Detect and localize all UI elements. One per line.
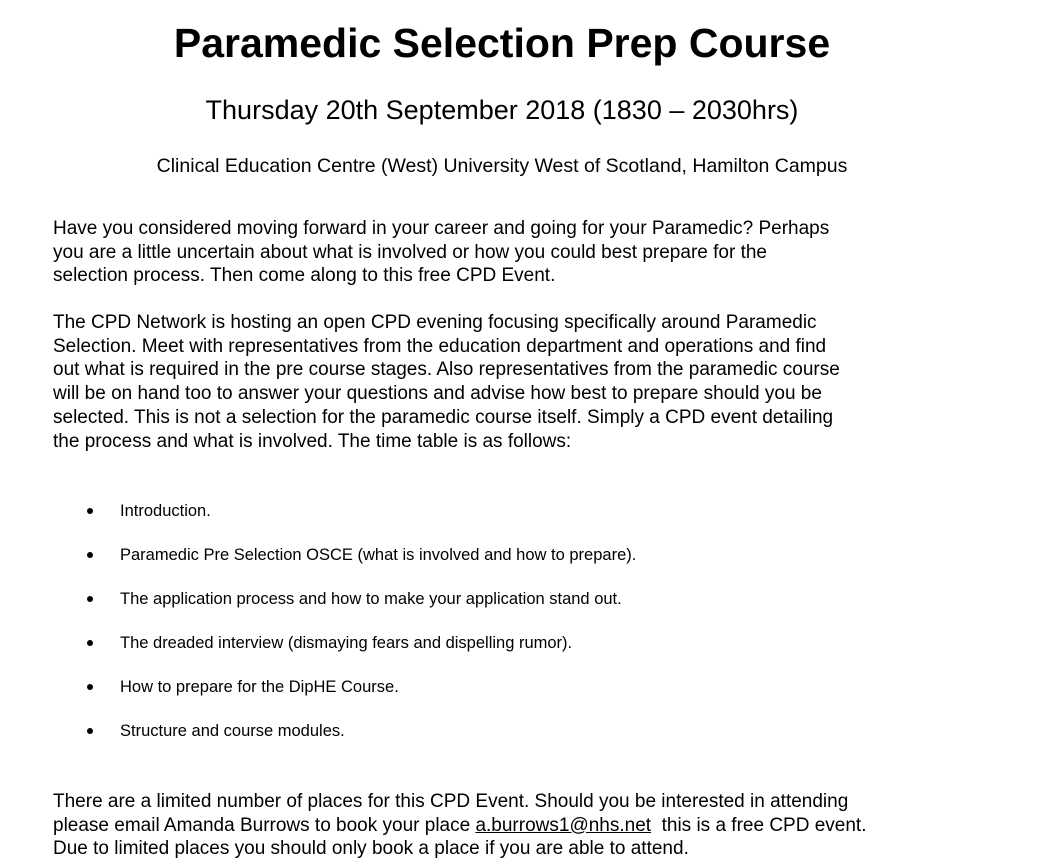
timetable-item-text: Structure and course modules. xyxy=(120,722,345,740)
timetable-item-text: How to prepare for the DipHE Course. xyxy=(120,678,399,696)
closing-paragraph xyxy=(53,790,973,861)
bullet-icon xyxy=(87,596,93,602)
bullet-icon xyxy=(87,552,93,558)
event-date-time: Thursday 20th September 2018 (1830 – 2030hrs) xyxy=(205,95,799,125)
intro-paragraph xyxy=(53,217,973,288)
bullet-icon xyxy=(87,640,93,646)
timetable-item xyxy=(0,543,1050,587)
network-line: will be on hand too to answer your questions and advise how best to prepare should you be xyxy=(53,383,822,405)
timetable-item xyxy=(0,587,1050,631)
network-line: Selection. Meet with representatives from the education department and operations and find xyxy=(53,335,827,357)
timetable-item xyxy=(0,675,1050,719)
closing-line xyxy=(53,814,973,838)
network-line: out what is required in the pre course stages. Also representatives from the paramedic course xyxy=(53,359,840,381)
closing-line: Due to limited places you should only book a place if you are able to attend. xyxy=(53,838,689,860)
page-title: Paramedic Selection Prep Course xyxy=(173,20,831,66)
timetable-item xyxy=(0,631,1050,675)
bullet-icon xyxy=(87,508,93,514)
intro-line: you are a little uncertain about what is involved or how you could best prepare for the xyxy=(53,241,767,263)
closing-line: There are a limited number of places for this CPD Event. Should you be interested in attending xyxy=(53,791,849,812)
event-venue: Clinical Education Centre (West) University West of Scotland, Hamilton Campus xyxy=(156,155,848,177)
timetable-item xyxy=(0,499,1050,543)
network-line: the process and what is involved. The time table is as follows: xyxy=(53,430,572,452)
timetable-item xyxy=(0,719,1050,763)
network-line: selected. This is not a selection for the paramedic course itself. Simply a CPD event detailing xyxy=(53,406,834,428)
bullet-icon xyxy=(87,728,93,734)
intro-line: selection process. Then come along to this free CPD Event. xyxy=(53,265,556,287)
network-line: The CPD Network is hosting an open CPD evening focusing specifically around Paramedic xyxy=(53,312,817,333)
contact-email-link[interactable]: a.burrows1@nhs.net xyxy=(475,814,652,836)
timetable-item-text: The application process and how to make your application stand out. xyxy=(120,590,622,608)
bullet-icon xyxy=(87,684,93,690)
closing-text-before-email: please email Amanda Burrows to book your place xyxy=(53,814,476,836)
intro-line: Have you considered moving forward in your career and going for your Paramedic? Perhaps xyxy=(53,218,830,239)
timetable-item-text: Paramedic Pre Selection OSCE (what is involved and how to prepare). xyxy=(120,546,637,564)
closing-text-after-email: this is a free CPD event. xyxy=(651,814,867,836)
network-paragraph xyxy=(53,311,973,453)
timetable-item-text: The dreaded interview (dismaying fears and dispelling rumor). xyxy=(120,634,573,652)
timetable-list xyxy=(0,499,1050,763)
timetable-item-text: Introduction. xyxy=(120,502,211,520)
